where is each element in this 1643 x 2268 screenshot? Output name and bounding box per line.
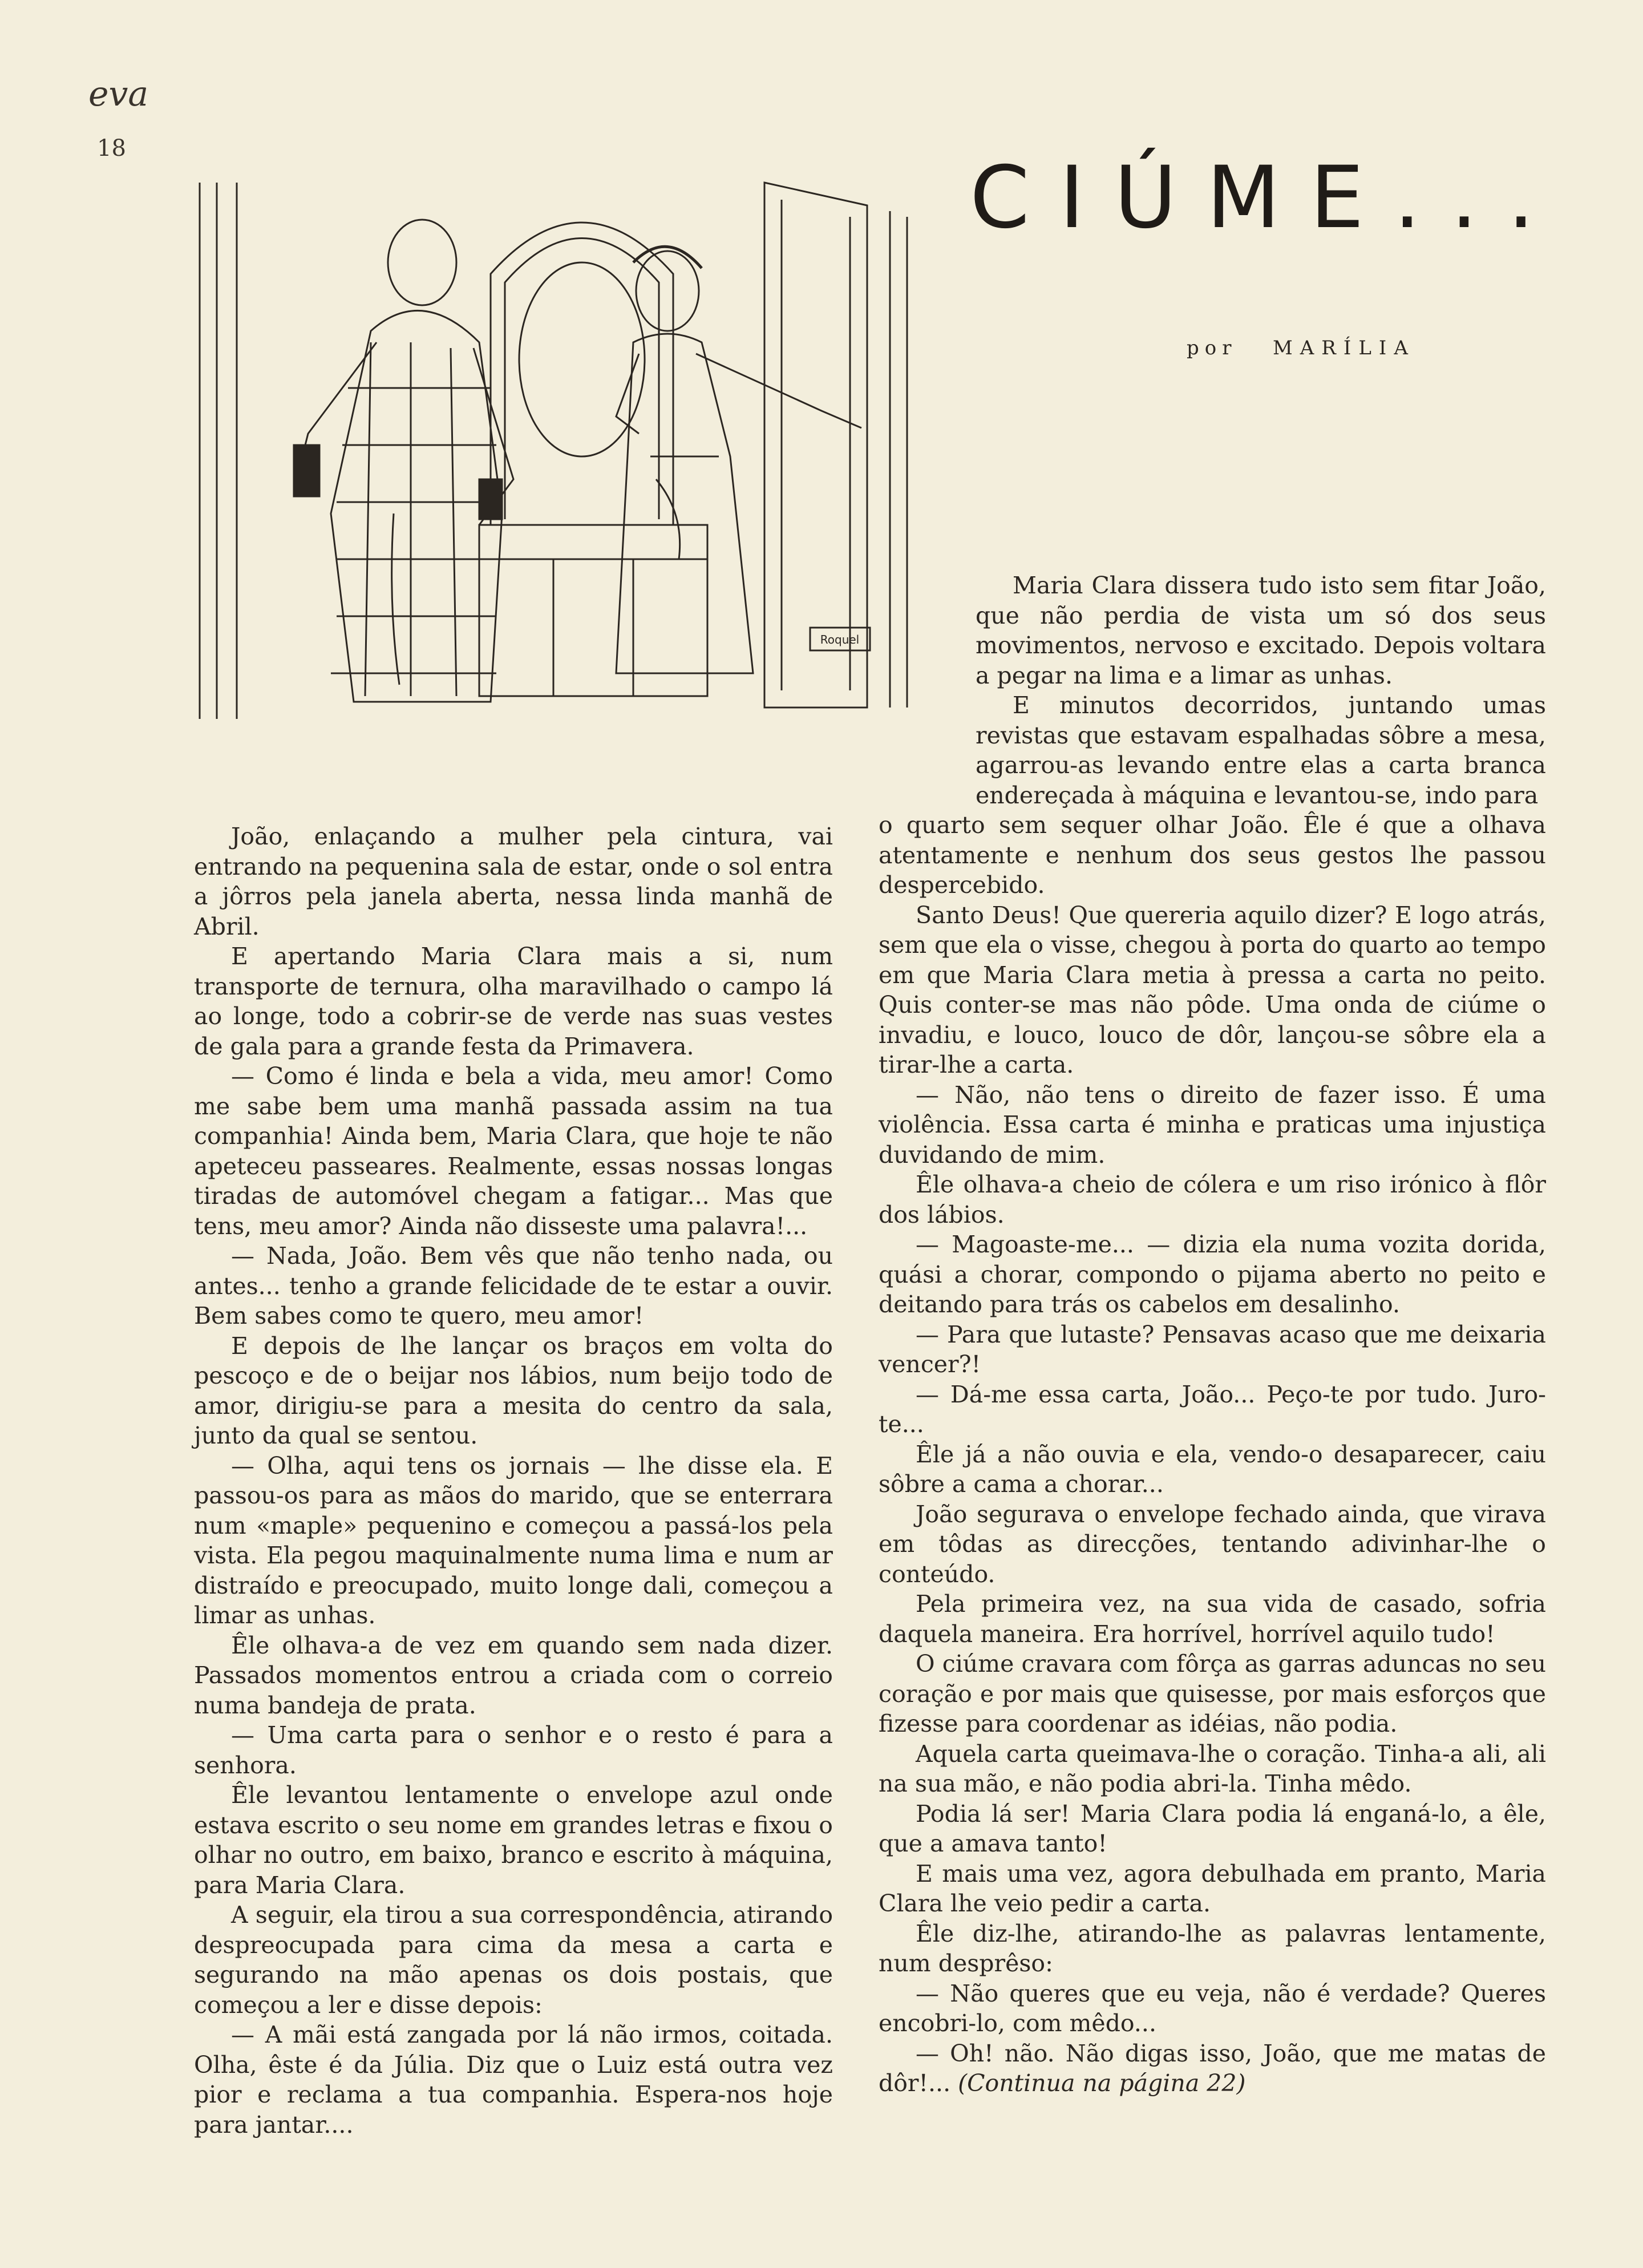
paragraph: — Não queres que eu veja, não é verdade? Queres encobri-lo, com mêdo... <box>879 1979 1546 2037</box>
paragraph: Podia lá ser! Maria Clara podia lá enganá-lo, a êle, que a amava tanto! <box>879 1800 1546 1857</box>
man-figure <box>294 220 513 702</box>
paragraph-final <box>879 2039 1546 2099</box>
paragraph: E depois de lhe lançar os braços em volta do pescoço e de o beijar nos lábios, num beijo todo de amor, dirigiu-se para a mesita do centro da sala, junto da qual se sentou. <box>194 1332 833 1449</box>
paragraph: Êle levantou lentamente o envelope azul onde estava escrito o seu nome em grandes letras e fixou o olhar no outro, em baixo, branco e escrito à máquina, para Maria Clara. <box>194 1781 833 1899</box>
paragraph: E mais uma vez, agora debulhada em pranto, Maria Clara lhe veio pedir a carta. <box>879 1859 1546 1917</box>
paragraph: Êle olhava-a de vez em quando sem nada dizer. Passados momentos entrou a criada com o correio numa bandeja de prata. <box>194 1631 833 1719</box>
dressing-table <box>479 525 707 696</box>
paragraph-continuation: o quarto sem sequer olhar João. Êle é que a olhava atentamente e nenhum dos seus gestos lhe passou despercebido. <box>879 811 1546 899</box>
paragraph: João segurava o envelope fechado ainda, que virava em tôdas as direcções, tentando adivinhar-lhe o conteúdo. <box>879 1500 1546 1588</box>
paragraph: — Como é linda e bela a vida, meu amor! Como me sabe bem uma manhã passada assim na tua companhia! Ainda bem, Maria Clara, que hoje te não apeteceu passeares. Realmente, essas nossas longas tiradas de automóvel chegam a fatigar... Mas que tens, meu amor? Ainda não disseste uma palavra!... <box>194 1062 833 1240</box>
author-name: MARÍLIA <box>1272 337 1415 359</box>
paragraph: — Não, não tens o direito de fazer isso. É uma violência. Essa carta é minha e praticas uma injustiça duvidando de mim. <box>879 1081 1546 1169</box>
paragraph: O ciúme cravara com fôrça as garras aduncas no seu coração e por mais que quisesse, por mais esforços que fizesse para coordenar as idéias, não podia. <box>879 1650 1546 1737</box>
paragraph: — A mãi está zangada por lá não irmos, coitada. Olha, êste é da Júlia. Diz que o Luiz está outra vez pior e reclama a tua companhia. Espera-nos hoje para jantar.... <box>194 2021 833 2138</box>
paragraph: E apertando Maria Clara mais a si, num transporte de ternura, olha maravilhado o campo lá ao longe, todo a cobrir-se de verde nas suas vestes de gala para a grande festa da Primavera. <box>194 943 833 1060</box>
final-paragraph-text: — Oh! não. Não digas isso, João, que me matas de dôr!... <box>879 2039 1546 2097</box>
paragraph: Maria Clara dissera tudo isto sem fitar João, que não perdia de vista um só dos seus movimentos, nervoso e excitado. Depois voltara a pegar na lima e a limar as unhas. <box>976 572 1546 689</box>
paragraph: Êle já a não ouvia e ela, vendo-o desaparecer, caiu sôbre a cama a chorar... <box>879 1440 1546 1498</box>
paragraph: Êle diz-lhe, atirando-lhe as palavras lentamente, num desprêso: <box>879 1919 1546 1977</box>
right-column <box>879 571 1546 2099</box>
paragraph: Pela primeira vez, na sua vida de casado, sofria daquela maneira. Era horrível, horrível aquilo tudo! <box>879 1590 1546 1648</box>
paragraph: — Dá-me essa carta, João... Peço-te por tudo. Juro-te... <box>879 1380 1546 1438</box>
paragraph: A seguir, ela tirou a sua correspondência, atirando despreocupada para cima da mesa a carta e segurando na mão apenas os dois postais, que começou a ler e disse depois: <box>194 1901 833 2019</box>
paragraph: — Nada, João. Bem vês que não tenho nada, ou antes... tenho a grande felicidade de te estar a ouvir. Bem sabes como te quero, meu amor! <box>194 1242 833 1329</box>
byline-prefix: por <box>1187 337 1237 359</box>
article-title: CIÚME... <box>970 148 1565 248</box>
illustration <box>183 160 924 730</box>
paragraph: — Para que lutaste? Pensavas acaso que me deixaria vencer?! <box>879 1320 1546 1378</box>
paragraph: Aquela carta queimava-lhe o coração. Tinha-a ali, ali na sua mão, e não podia abri-la. Tinha mêdo. <box>879 1740 1546 1797</box>
illustration-signature: Roquel <box>820 633 860 646</box>
paragraph: — Uma carta para o senhor e o resto é para a senhora. <box>194 1721 833 1779</box>
page-number: 18 <box>97 135 126 161</box>
byline <box>1187 337 1415 359</box>
magazine-name: eva <box>88 74 149 114</box>
door-frame-left <box>200 183 237 719</box>
wardrobe <box>764 183 867 708</box>
woman-figure <box>616 246 861 673</box>
paragraph: E minutos decorridos, juntando umas revistas que estavam espalhadas sôbre a mesa, agarrou-as levando entre elas a carta branca endereçada à máquina e levantou-se, indo para <box>976 692 1546 809</box>
left-column <box>194 822 833 2140</box>
paragraph: — Olha, aqui tens os jornais — lhe disse ela. E passou-os para as mãos do marido, que se enterrara num «maple» pequenino e começou a passá-los pela vista. Ela pegou maquinalmente numa lima e num ar distraído e preocupado, muito longe dali, começou a limar as unhas. <box>194 1452 833 1629</box>
continuation-note: (Continua na página 22) <box>958 2069 1246 2097</box>
paragraph: Êle olhava-a cheio de cólera e um riso irónico à flôr dos lábios. <box>879 1171 1546 1228</box>
paragraph: Santo Deus! Que quereria aquilo dizer? E logo atrás, sem que ela o visse, chegou à porta do quarto ao tempo em que Maria Clara metia à pressa a carta no peito. Quis conter-se mas não pôde. Uma onda de ciúme o invadiu, e louco, louco de dôr, lançou-se sôbre ela a tirar-lhe a carta. <box>879 901 1546 1078</box>
paragraph: — Magoaste-me... — dizia ela numa vozita dorida, quási a chorar, compondo o pijama aberto no peito e deitando para trás os cabelos em desalinho. <box>879 1231 1546 1318</box>
paragraph: João, enlaçando a mulher pela cintura, vai entrando na pequenina sala de estar, onde o sol entra a jôrros pela janela aberta, nessa linda manhã de Abril. <box>194 823 833 940</box>
